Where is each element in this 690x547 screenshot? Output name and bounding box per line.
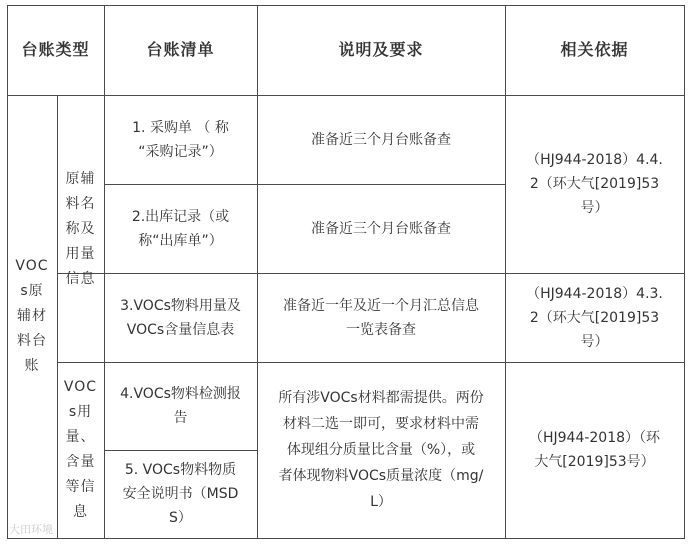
header-ledger-list: 台账清单 <box>146 40 215 59</box>
basis-row-3: （HJ944-2018）4.3. 2（环大气[2019]53 号） <box>526 285 663 350</box>
req-outbound-record: 准备近三个月台账备查 <box>311 220 451 237</box>
group-voc-content-info: VOC s用 量、 含量 等信 息 <box>63 379 98 520</box>
basis-rows-4-5: （HJ944-2018）（环 大气[2019]53号） <box>528 430 661 470</box>
item-voc-test-report: 4.VOCs物料检测报 告 <box>120 386 241 426</box>
item-msds: 5. VOCs物料物质 安全说明书（MSD S） <box>122 462 239 526</box>
req-voc-materials: 所有涉VOCs材料都需提供。两份 材料二选一即可，要求材料中需 体现组分质量比含量（%），或 者体现物料VOCs质量浓度（mg/ L） <box>278 390 484 510</box>
basis-rows-1-2: （HJ944-2018）4.4. 2（环大气[2019]53 号） <box>526 152 663 216</box>
header-requirements: 说明及要求 <box>338 40 424 59</box>
watermark: 大田环境 <box>9 523 53 536</box>
item-voc-usage-table: 3.VOCs物料用量及 VOCs含量信息表 <box>120 297 241 338</box>
ledger-table <box>7 5 685 539</box>
header-ledger-type: 台账类型 <box>21 40 90 59</box>
item-outbound-record: 2.出库记录（或 称“出库单”） <box>131 208 230 249</box>
header-basis: 相关依据 <box>560 40 629 59</box>
item-purchase-order: 1. 采购单 （ 称 “采购记录”） <box>132 119 229 160</box>
group-usage-info: 原辅 料名 称及 用量 信息 <box>65 170 96 287</box>
req-purchase-order: 准备近三个月台账备查 <box>311 131 451 148</box>
ledger-category: VOC s原 辅材 料台 账 <box>15 258 49 374</box>
req-voc-usage-table: 准备近一年及近一个月汇总信息 一览表备查 <box>283 297 479 338</box>
